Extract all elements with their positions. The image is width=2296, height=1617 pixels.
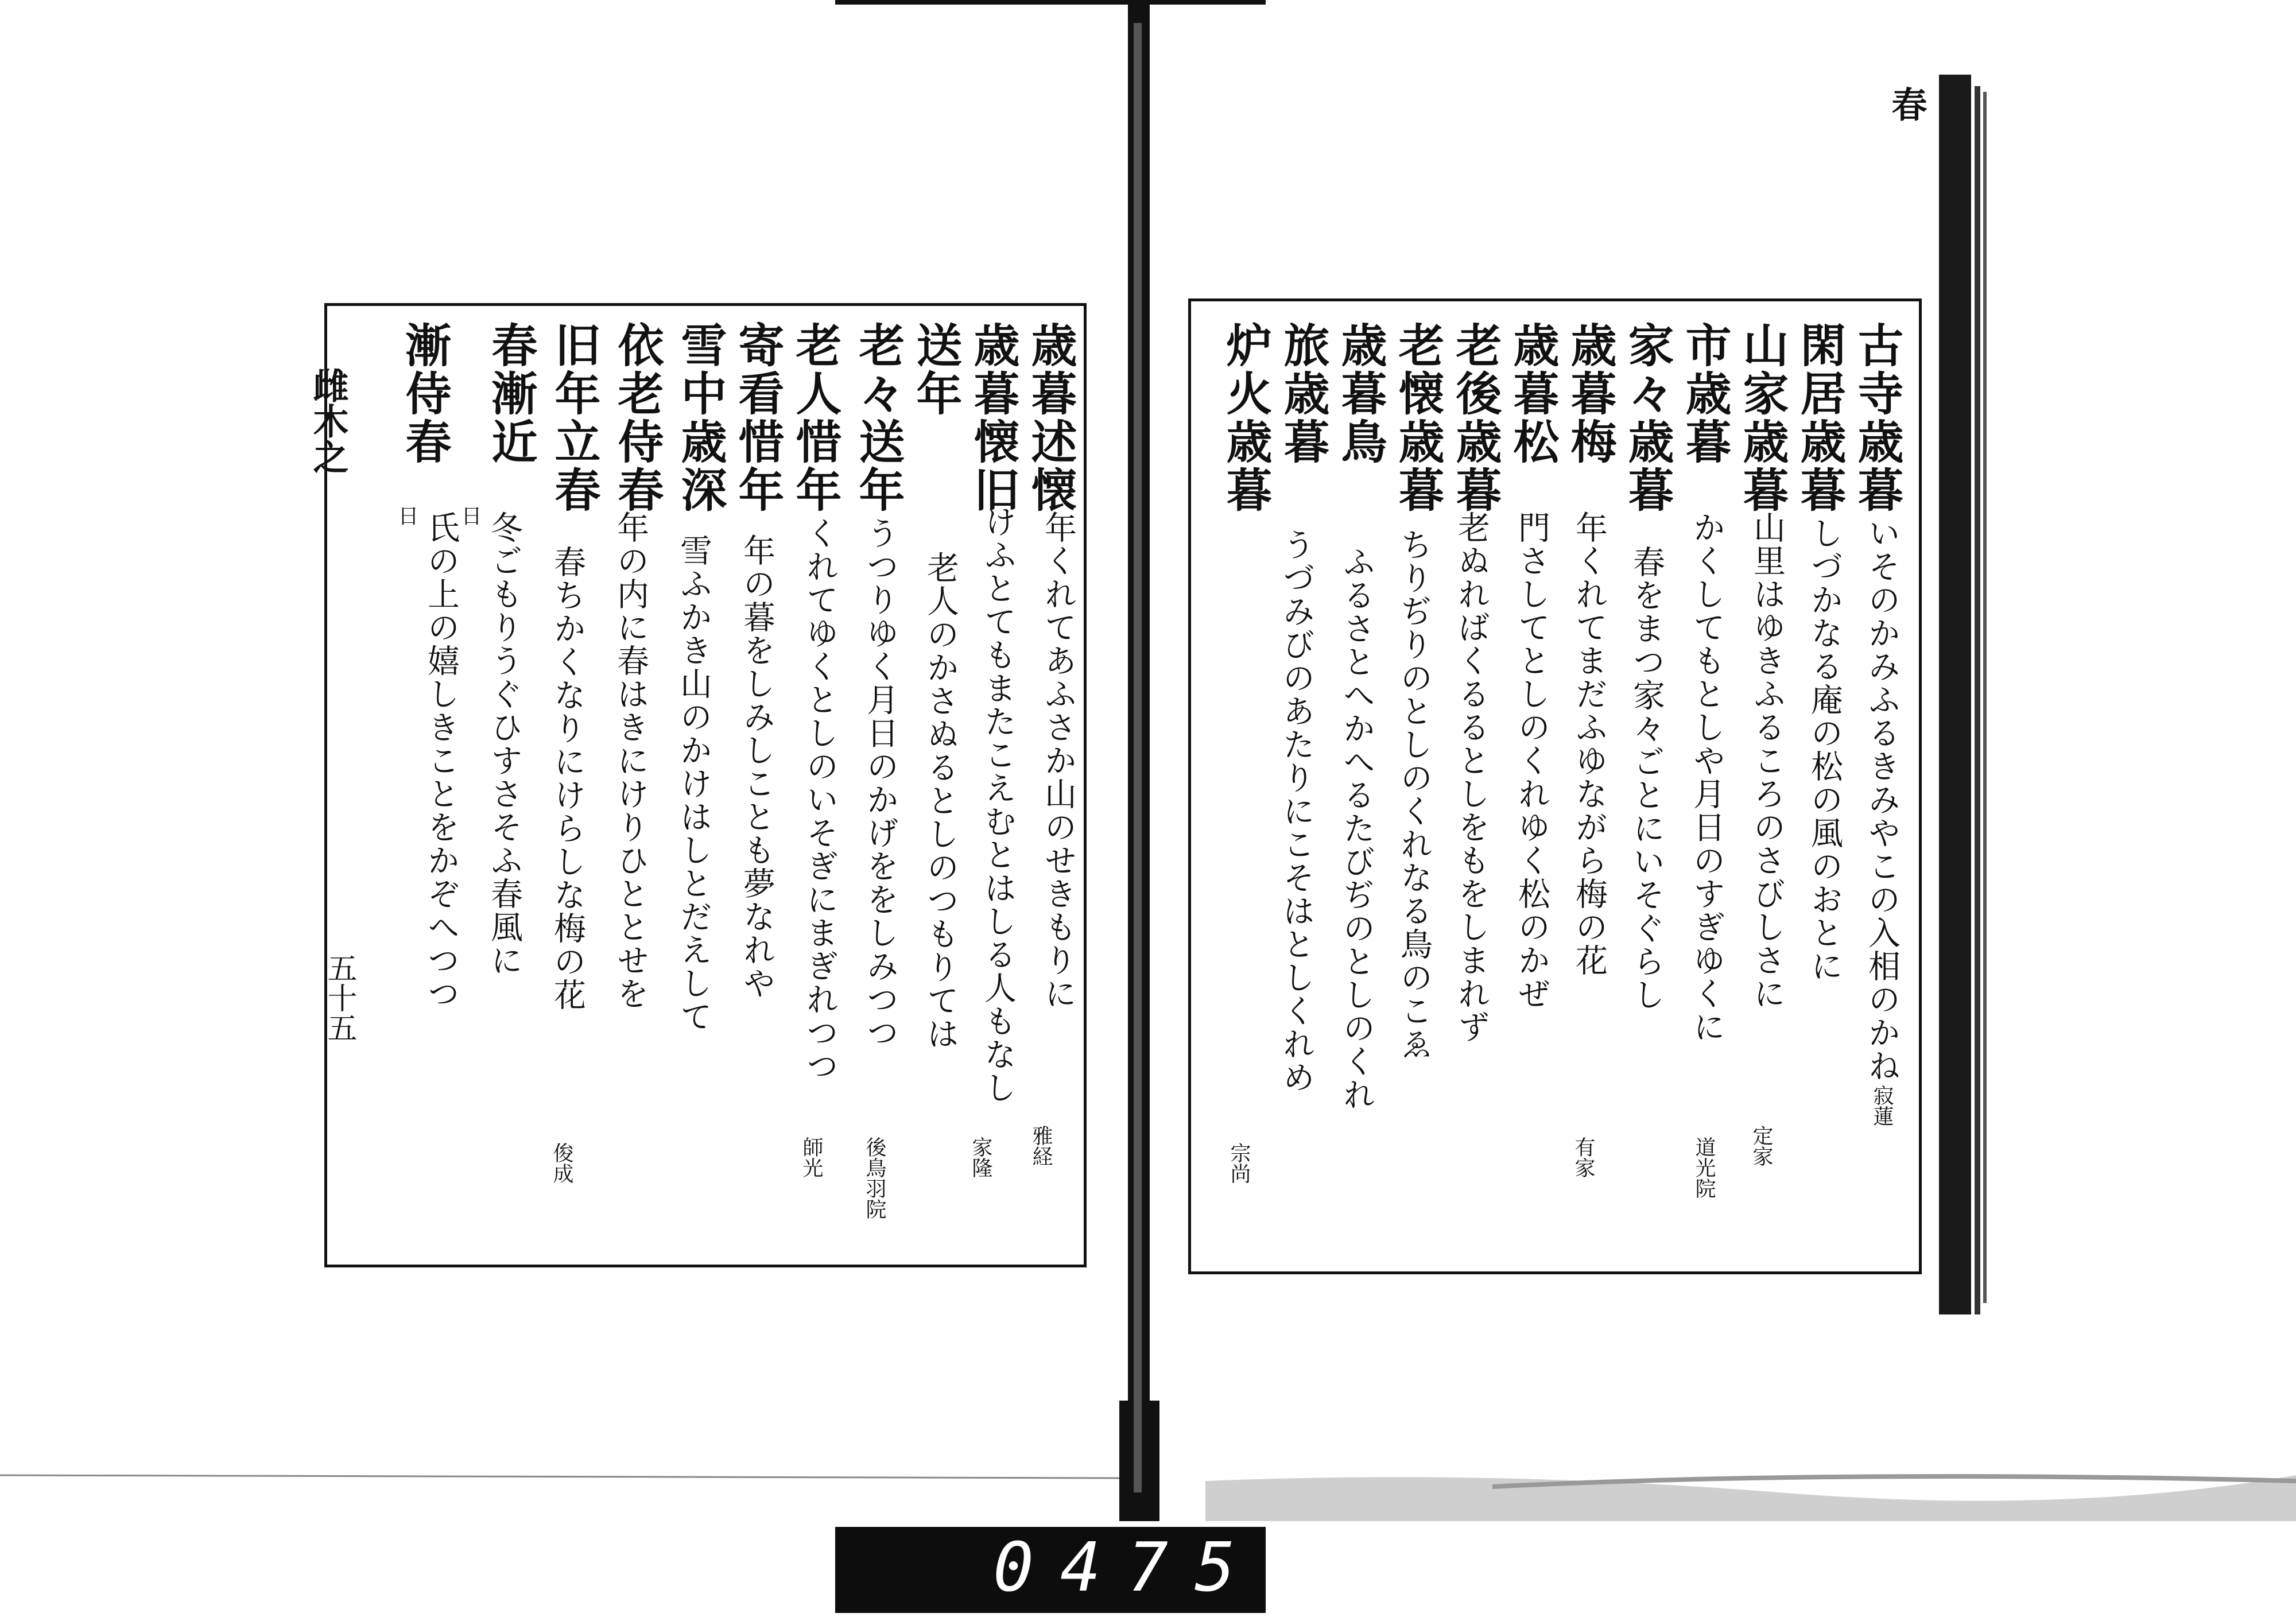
left-attribution-0: 雅経 — [1029, 1125, 1053, 1166]
right-title-5: 歳暮梅 — [1563, 321, 1617, 466]
right-title-2: 山家歳暮 — [1735, 321, 1789, 514]
right-attribution-4: 宗尚 — [1227, 1142, 1251, 1184]
right-poem-8: ちりぢりのとしのくれなる鳥のこゑ — [1395, 528, 1433, 1061]
right-poem-0: いそのかみふるきみやこの入相のかね — [1863, 517, 1901, 1083]
right-header-corner: 春 — [1886, 86, 1927, 122]
left-title-6: 雪中歳深 — [673, 321, 727, 514]
left-poem-7: 年の内に春はきにけりひととせを — [612, 511, 649, 1010]
right-poem-3: かくしてもとしや月日のすぎゆくに — [1688, 511, 1725, 1044]
right-title-9: 歳暮鳥 — [1333, 321, 1387, 466]
right-title-11: 炉火歳暮 — [1219, 321, 1273, 514]
right-attribution-2: 道光院 — [1692, 1137, 1716, 1199]
right-attribution-3: 有家 — [1572, 1137, 1595, 1178]
archive-number: 0475 — [993, 1527, 1262, 1607]
right-title-7: 老後歳暮 — [1448, 321, 1502, 514]
left-gutter-label: 雌木之 — [307, 367, 349, 474]
right-attribution-1: 定家 — [1750, 1125, 1773, 1166]
left-folio-number: 五十五 — [322, 953, 356, 1042]
left-title-4: 老人惜年 — [788, 321, 842, 514]
left-attribution-6: 日 — [395, 505, 418, 526]
right-poem-10: うづみびのあたりにこそはとしくれめ — [1278, 528, 1315, 1094]
right-poem-1: しづかなる庵の松の風のおとに — [1806, 517, 1843, 983]
right-title-0: 古寺歳暮 — [1850, 321, 1904, 514]
left-title-9: 春漸近 — [484, 321, 538, 466]
left-title-3: 老々送年 — [851, 321, 905, 514]
right-poem-9: ふるさとへかへるたびぢのとしのくれ — [1338, 545, 1375, 1111]
left-poem-8: 春ちかくなりにけらしな梅の花 — [549, 545, 586, 1011]
left-title-10: 漸侍春 — [398, 321, 452, 466]
right-poem-6: 門さしてとしのくれゆく松のかぜ — [1513, 511, 1550, 1010]
right-title-4: 家々歳暮 — [1620, 321, 1674, 514]
left-title-7: 依老侍春 — [610, 321, 664, 514]
right-title-10: 旅歳暮 — [1276, 321, 1330, 466]
right-title-6: 歳暮松 — [1506, 321, 1560, 466]
left-poem-10: 氏の上の嬉しきことをかぞへつつ — [422, 511, 460, 1010]
left-title-5: 寄看惜年 — [731, 321, 785, 514]
left-title-1: 歳暮懐旧 — [966, 321, 1020, 514]
left-poem-6: 雪ふかき山のかけはしとだえして — [675, 534, 712, 1033]
left-poem-1: けふとてもまたこえむとはしる人もなし — [979, 505, 1017, 1104]
right-poem-5: 年くれてまだふゆながら梅の花 — [1570, 511, 1608, 977]
left-attribution-5: 日 — [458, 505, 482, 526]
left-title-0: 歳暮述懐 — [1023, 321, 1077, 514]
right-poem-4: 春をまつ家々ごとにいそぐらし — [1628, 545, 1665, 1011]
left-attribution-3: 師光 — [800, 1137, 823, 1178]
left-attribution-4: 俊成 — [550, 1142, 573, 1184]
left-poem-3: うつりゆく月日のかげををしみつつ — [862, 517, 899, 1049]
right-title-8: 老懐歳暮 — [1391, 321, 1445, 514]
left-poem-0: 年くれてあふさか山のせきもりに — [1040, 511, 1077, 1010]
left-attribution-1: 家隆 — [969, 1137, 992, 1178]
left-poem-4: くれてゆくとしのいそぎにまぎれつつ — [801, 517, 839, 1083]
left-title-2: 送年 — [909, 321, 963, 418]
left-poem-2: 老人のかさぬるとしのつもりては — [922, 551, 959, 1050]
right-poem-7: 老ぬればくるるとしをもをしまれず — [1453, 511, 1490, 1044]
right-poem-2: 山里はゆきふるころのさびしさに — [1748, 511, 1786, 1010]
left-poem-5: 年の暮をしみしことも夢なれや — [738, 534, 775, 1000]
left-attribution-2: 後鳥羽院 — [863, 1137, 886, 1219]
right-attribution-0: 寂蓮 — [1870, 1085, 1894, 1126]
right-title-3: 市歳暮 — [1678, 321, 1732, 466]
left-title-8: 旧年立春 — [547, 321, 601, 514]
left-poem-9: 冬ごもりうぐひすさそふ春風に — [486, 511, 523, 977]
right-title-1: 閑居歳暮 — [1793, 321, 1847, 514]
